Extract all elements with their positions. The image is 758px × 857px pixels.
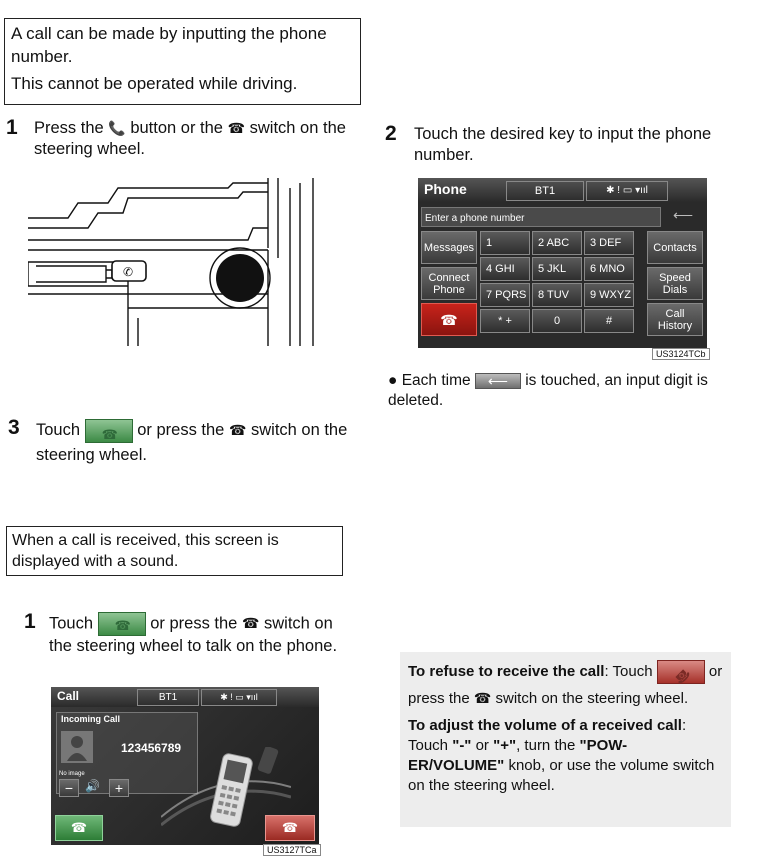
note-box [400,652,731,827]
step-2-text: Touch the desired key to input the phone number. [414,125,712,164]
messages-button[interactable]: Messages [421,231,477,264]
key-6[interactable]: 6 MNO [584,257,634,281]
incoming-call-label: Incoming Call [61,714,121,724]
step-1-text-c: switch on the steering wheel. [34,119,346,158]
caller-number: 123456789 [121,741,182,755]
bullet-text-a: Each time [401,372,471,389]
key-2[interactable]: 2 ABC [532,231,582,255]
step-3-number: 3 [8,416,20,439]
key-1[interactable]: 1 [480,231,530,255]
volume-down-button[interactable]: − [59,779,79,797]
connect-phone-button[interactable]: Connect Phone [421,267,477,300]
contacts-button[interactable]: Contacts [647,231,703,264]
key-3[interactable]: 3 DEF [584,231,634,255]
power-volume-knob-label: "POW-ER/VOLUME" [408,737,628,774]
incoming-call-screen [51,687,319,845]
step-4-text-a: Touch [49,614,94,633]
bullet-text-b: is touched, an input digit is deleted. [388,372,708,409]
adjust-heading: To adjust the volume of a received call [408,717,682,734]
step-3-text-b: or press the [137,421,225,439]
adjust-text-a: : Touch [408,717,687,754]
key-8[interactable]: 8 TUV [532,283,582,307]
phone-input-placeholder: Enter a phone number [425,213,525,224]
step-1-text-a: Press the [34,119,104,137]
key-4[interactable]: 4 GHI [480,257,530,281]
step-3-text-a: Touch [36,421,81,439]
reject-call-button[interactable]: ☎ [265,815,315,841]
phone-number-input[interactable] [421,207,661,227]
step-4-text-b: or press the [150,614,238,633]
call-screen-title: Call [57,689,80,703]
refuse-heading: To refuse to receive the call [408,663,605,680]
reject-button-icon [657,660,705,684]
key-7[interactable]: 7 PQRS [480,283,530,307]
adjust-paragraph [408,716,723,796]
backspace-bullet [388,371,733,411]
refuse-text-c: switch on the steering wheel. [495,690,689,707]
volume-up-button[interactable]: + [109,779,129,797]
step-2-number: 2 [385,122,397,145]
refuse-text-a: : Touch [604,663,653,680]
phone-device-tab[interactable]: BT1 [506,181,584,201]
step-3-text-c: switch on the steering wheel. [36,421,348,464]
call-status-icons: ✱ ! ▭ ▾ııl [201,689,277,706]
person-silhouette-icon [65,733,89,761]
call-history-button[interactable]: Call History [647,303,703,336]
adjust-or: or [471,737,494,754]
dashboard-illustration [28,178,328,346]
minus-key-label: "-" [452,737,472,754]
plus-key-label: "+" [493,737,517,754]
step-1-text [34,118,364,160]
step-1-text-b: button or the [130,119,223,137]
call-button-icon [85,419,133,443]
answer-call-button[interactable]: ☎ [55,815,103,841]
receive-info-text: When a call is received, this screen is displayed with a sound. [12,532,279,570]
intro-line-2: This cannot be operated while driving. [11,74,298,93]
backspace-button[interactable]: ⟵ [672,207,694,223]
step-4-number: 1 [24,610,36,633]
steering-phone-switch-icon-3: ☎ [241,615,260,632]
refuse-paragraph [408,659,723,712]
bullet-dot: ● [388,372,398,389]
backspace-key-icon [475,373,521,389]
steering-phone-switch-icon-2: ☎ [228,422,247,438]
intro-box [4,18,361,105]
phone-screen-code: US3124TCb [652,348,710,360]
refuse-text-b: or press the [408,663,723,707]
key-star[interactable]: * + [480,309,530,333]
phone-screen-title: Phone [424,181,467,197]
call-screen-code: US3127TCa [263,844,321,856]
phone-button-icon: 📞 [108,120,126,136]
adjust-text-b: , turn the [516,737,580,754]
svg-text:✆: ✆ [123,265,134,279]
intro-line-1: A call can be made by inputting the phone number. [11,24,327,66]
steering-phone-switch-icon-4: ☎ [473,690,492,706]
call-device-tab[interactable]: BT1 [137,689,199,706]
step-3-text [36,418,366,468]
speed-dials-button[interactable]: Speed Dials [647,267,703,300]
steering-phone-switch-icon: ☎ [227,120,246,136]
key-5[interactable]: 5 JKL [532,257,582,281]
dial-call-button[interactable]: ☎ [421,303,477,336]
speaker-icon: 🔊 [85,779,100,793]
step-4-text-c: switch on the steering wheel to talk on the phone. [49,614,338,655]
phone-keypad-screen [418,178,707,348]
adjust-text-c: knob, or use the volume switch on the steering wheel. [408,757,715,794]
key-0[interactable]: 0 [532,309,582,333]
key-hash[interactable]: # [584,309,634,333]
step-1-number: 1 [6,116,18,139]
receive-info-box [6,526,343,576]
no-image-label: No image [59,771,85,777]
step-4-text [49,612,353,657]
key-9[interactable]: 9 WXYZ [584,283,634,307]
answer-button-icon [98,612,146,636]
phone-status-icons: ✱ ! ▭ ▾ııl [586,181,668,201]
